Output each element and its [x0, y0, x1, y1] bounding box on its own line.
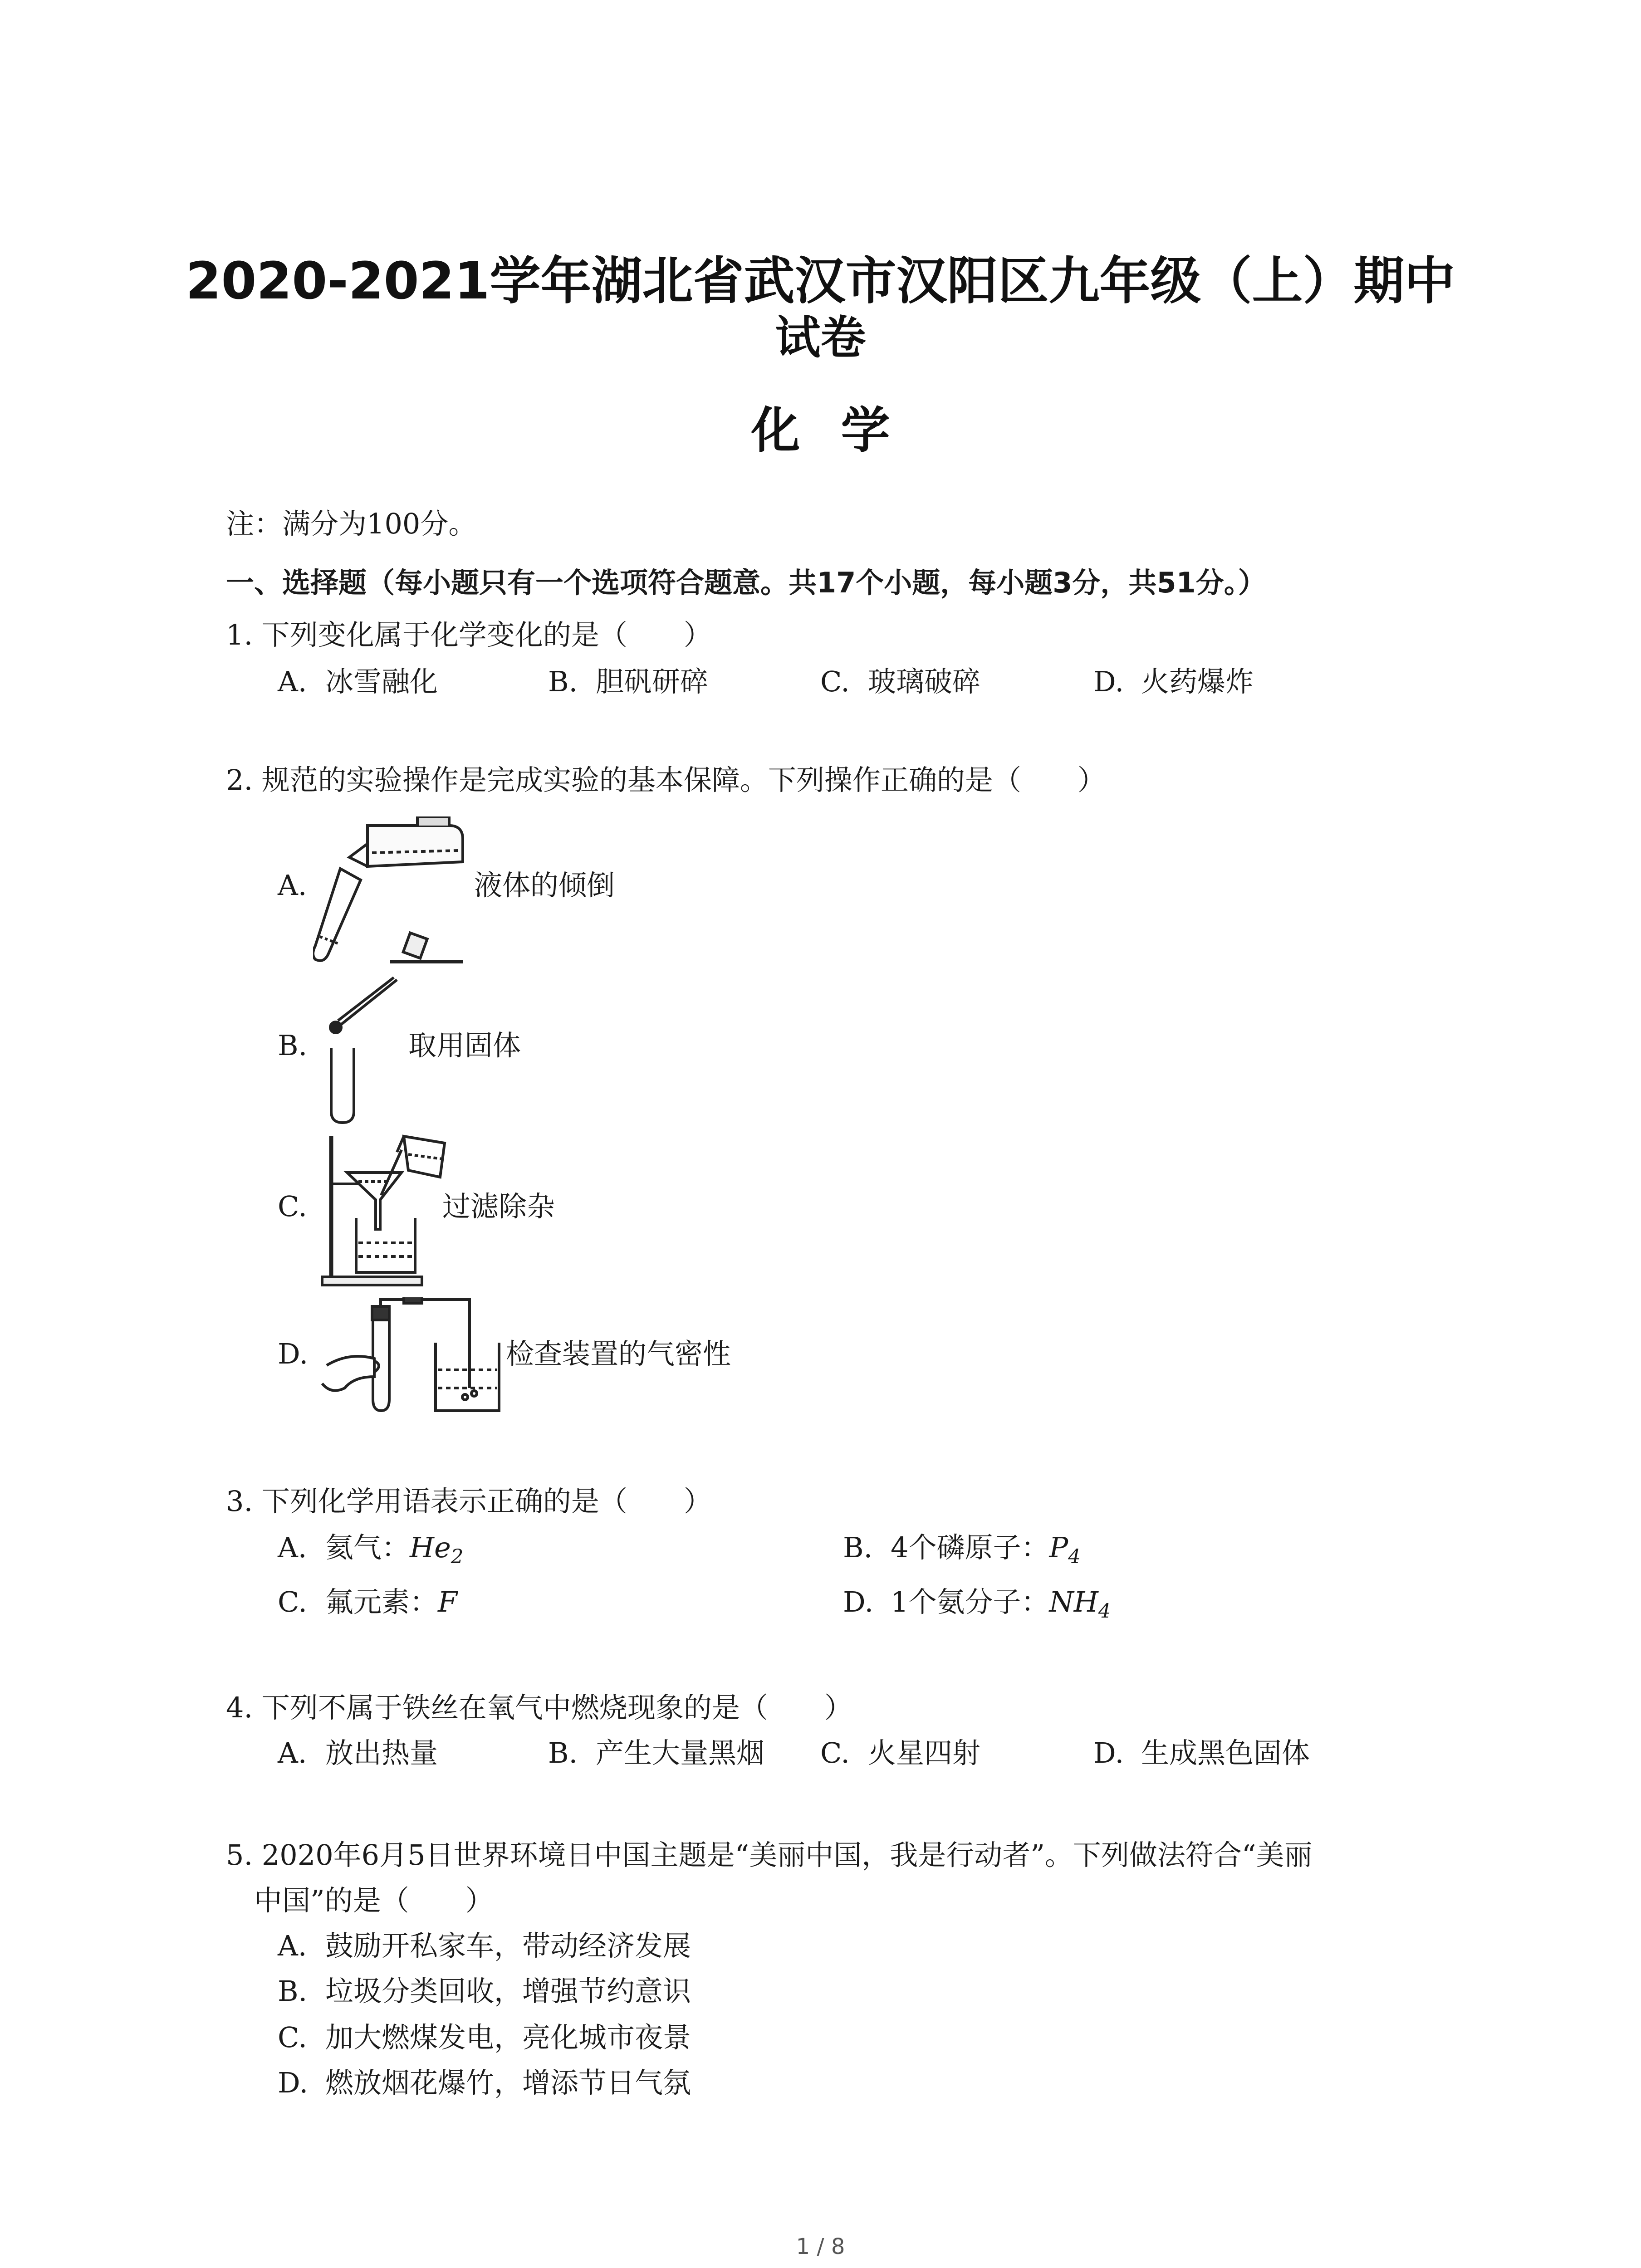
q1-option-d: D. 火药爆炸: [1093, 665, 1254, 698]
q2-option-c-caption: 过滤除杂: [442, 1190, 555, 1223]
q3-option-a: A. 氦气：$He_2$: [278, 1531, 464, 1569]
filtration-diagram: [313, 1132, 463, 1290]
q2-stem: 2. 规范的实验操作是完成实验的基本保障。下列操作正确的是（ ）: [226, 763, 1106, 797]
q2-option-a-label: A.: [278, 869, 307, 902]
exam-title-line1: 2020-2021学年湖北省武汉市汉阳区九年级（上）期中: [186, 252, 1455, 311]
score-note: 注：满分为100分。: [226, 507, 477, 540]
q2-option-d-label: D.: [278, 1337, 309, 1370]
q4-option-c: C. 火星四射: [820, 1736, 981, 1769]
q1-option-a: A. 冰雪融化: [278, 665, 438, 698]
phosphorus-formula: P: [1049, 1531, 1068, 1564]
q1-option-c: C. 玻璃破碎: [820, 665, 981, 698]
q3-stem: 3. 下列化学用语表示正确的是（ ）: [226, 1485, 712, 1518]
q3-option-b: B. 4个磷原子：$P_4$: [843, 1531, 1081, 1569]
q5-option-a: A. 鼓励开私家车，带动经济发展: [278, 1929, 691, 1962]
q5-option-c: C. 加大燃煤发电，亮化城市夜景: [278, 2021, 691, 2054]
solid-sampling-diagram: [318, 975, 408, 1125]
q5-option-b: B. 垃圾分类回收，增强节约意识: [278, 1975, 691, 2008]
q4-option-d: D. 生成黑色固体: [1093, 1736, 1310, 1769]
q1-option-b: B. 胆矾研碎: [548, 665, 709, 698]
q5-stem-line2: 中国”的是（ ）: [254, 1884, 494, 1917]
q2-option-a-caption: 液体的倾倒: [474, 869, 615, 902]
q4-stem: 4. 下列不属于铁丝在氧气中燃烧现象的是（ ）: [226, 1691, 852, 1724]
airtightness-check-diagram: [318, 1297, 508, 1420]
q1-stem: 1. 下列变化属于化学变化的是（ ）: [226, 618, 712, 651]
section-heading: 一、选择题（每小题只有一个选项符合题意。共17个小题，每小题3分，共51分。）: [226, 566, 1266, 599]
helium-formula: He: [410, 1531, 451, 1564]
subject-title: 化学: [751, 402, 931, 459]
page-number: 1 / 8: [796, 2234, 845, 2259]
q2-option-b-caption: 取用固体: [408, 1029, 521, 1062]
q3-option-c: C. 氟元素：F: [278, 1585, 458, 1618]
q2-option-c-label: C.: [278, 1190, 307, 1223]
q4-option-a: A. 放出热量: [278, 1736, 438, 1769]
q5-option-d: D. 燃放烟花爆竹，增添节日气氛: [278, 2066, 691, 2099]
fluorine-symbol: F: [438, 1585, 458, 1618]
q4-option-b: B. 产生大量黑烟: [548, 1736, 765, 1769]
q2-option-b-label: B.: [278, 1029, 308, 1062]
q2-option-d-caption: 检查装置的气密性: [506, 1337, 731, 1370]
q5-stem-line1: 5. 2020年6月5日世界环境日中国主题是“美丽中国，我是行动者”。下列做法符合“美丽: [226, 1838, 1313, 1872]
exam-title-line2: 试卷: [775, 311, 866, 364]
pouring-liquid-diagram: [313, 816, 472, 971]
q3-option-d: D. 1个氨分子：$NH_4$: [843, 1585, 1111, 1623]
ammonia-formula: NH: [1049, 1585, 1098, 1618]
